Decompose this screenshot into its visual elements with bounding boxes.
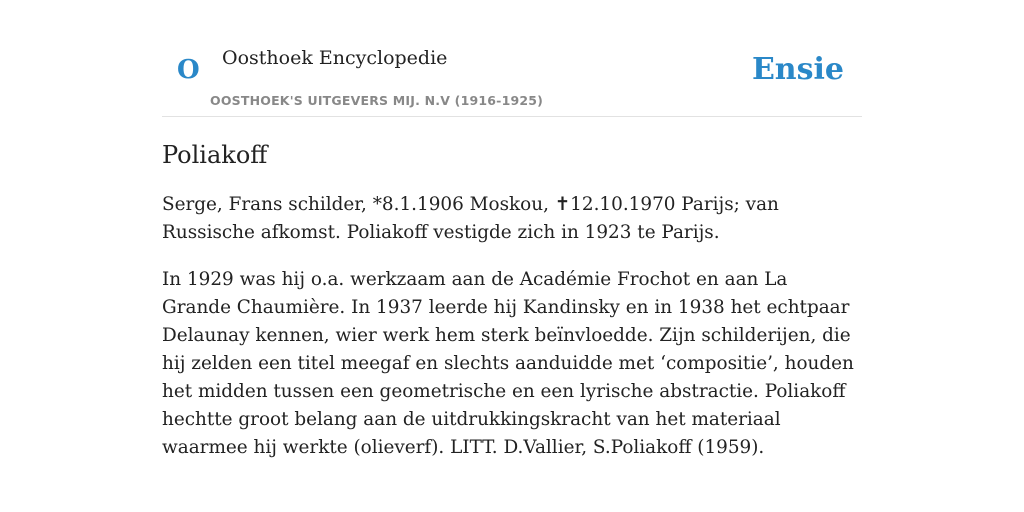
site-title[interactable]: Oosthoek Encyclopedie — [222, 47, 448, 69]
publisher-subtitle: OOSTHOEK'S UITGEVERS MIJ. N.V (1916-1925) — [210, 93, 544, 108]
article-paragraph: Serge, Frans schilder, *8.1.1906 Moskou, ✝12.10.1970 Parijs; van Russische afkomst. Poliakoff vestigde zich in 1923 te Parijs. — [162, 194, 779, 243]
site-header — [162, 0, 862, 117]
ensie-brand-link[interactable]: Ensie — [751, 52, 844, 87]
article-body — [162, 191, 862, 481]
article-title: Poliakoff — [162, 141, 268, 169]
site-logo-icon[interactable]: O — [177, 55, 200, 85]
article-paragraph: In 1929 was hij o.a. werkzaam aan de Académie Frochot en aan La Grande Chaumière. In 1937 leerde hij Kandinsky en in 1938 het echtpaar Delaunay kennen, wier werk hem sterk beïnvloedde. Zijn schilderijen, die hij zelden een titel meegaf en slechts aanduidde met ‘compositie’, houden het midden tussen een geometrische en een lyrische abstractie. Poliakoff hechtte groot belang aan de uitdrukkingskracht van het materiaal waarmee hij werkte (olieverf). LITT. D.Vallier, S.Poliakoff (1959). — [162, 269, 854, 458]
page-container — [162, 0, 862, 458]
